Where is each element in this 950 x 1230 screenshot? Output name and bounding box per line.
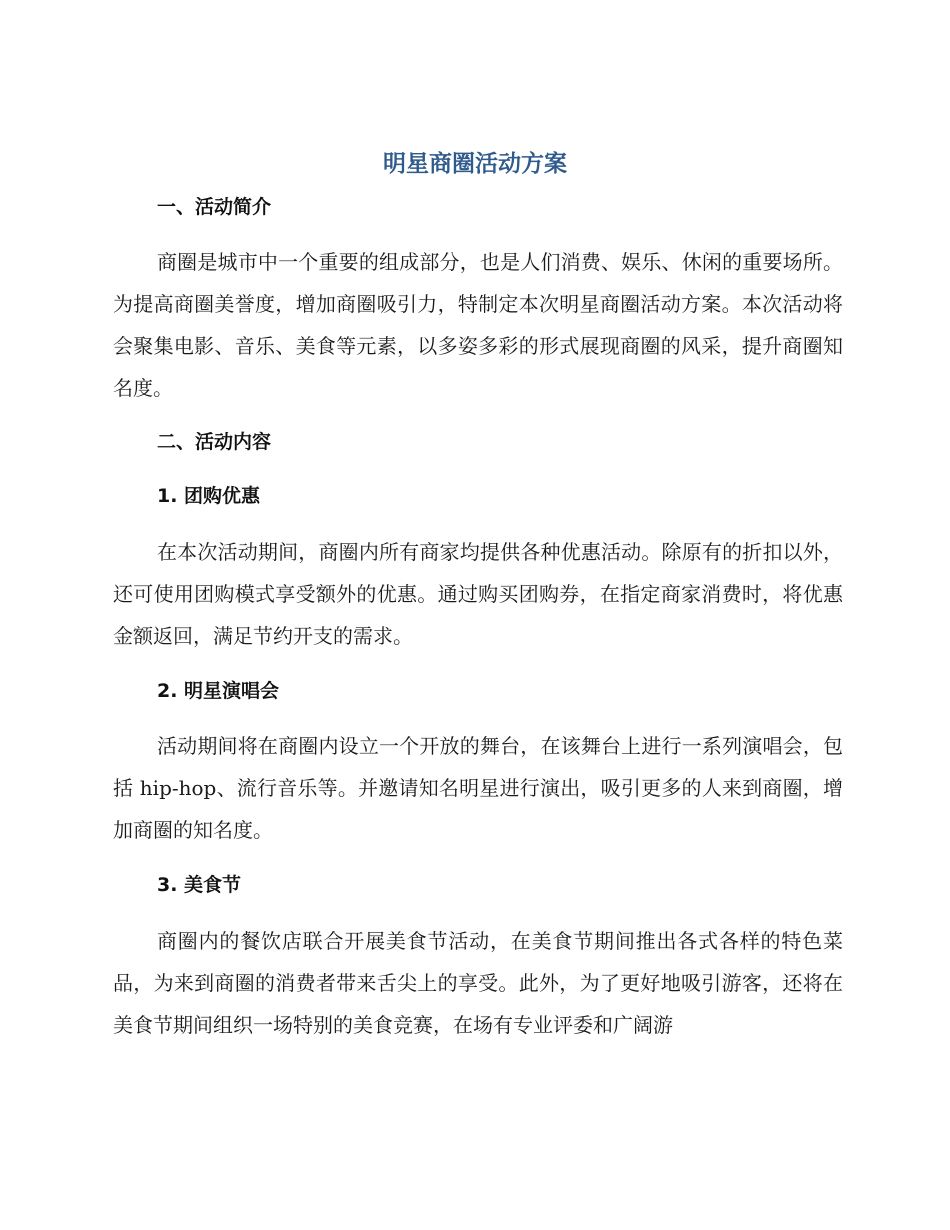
paragraph-group-buy: 在本次活动期间，商圈内所有商家均提供各种优惠活动。除原有的折扣以外，还可使用团购模式享受额外的优惠。通过购买团购券，在指定商家消费时，将优惠金额返回，满足节约开支的需求。 [113,540,843,648]
paragraph-concert: 活动期间将在商圈内设立一个开放的舞台，在该舞台上进行一系列演唱会，包括 hip-hop、流行音乐等。并邀请知名明星进行演出，吸引更多的人来到商圈，增加商圈的知名度。 [113,734,843,842]
document-title: 明星商圈活动方案 [383,151,567,177]
paragraph-food-festival: 商圈内的餐饮店联合开展美食节活动，在美食节期间推出各式各样的特色菜品，为来到商圈的消费者带来舌尖上的享受。此外，为了更好地吸引游客，还将在美食节期间组织一场特别的美食竞赛，在场有专业评委和广阔游 [113,929,843,1037]
paragraph-intro: 商圈是城市中一个重要的组成部分，也是人们消费、娱乐、休闲的重要场所。为提高商圈美誉度，增加商圈吸引力，特制定本次明星商圈活动方案。本次活动将会聚集电影、音乐、美食等元素，以多姿多彩的形式展现商圈的风采，提升商圈知名度。 [113,250,843,400]
section-heading-content: 二、活动内容 [157,431,272,453]
subheading-concert: 2. 明星演唱会 [157,680,280,702]
subheading-food-festival: 3. 美食节 [157,874,242,896]
section-heading-intro: 一、活动简介 [157,196,272,218]
subheading-group-buy: 1. 团购优惠 [157,485,261,507]
